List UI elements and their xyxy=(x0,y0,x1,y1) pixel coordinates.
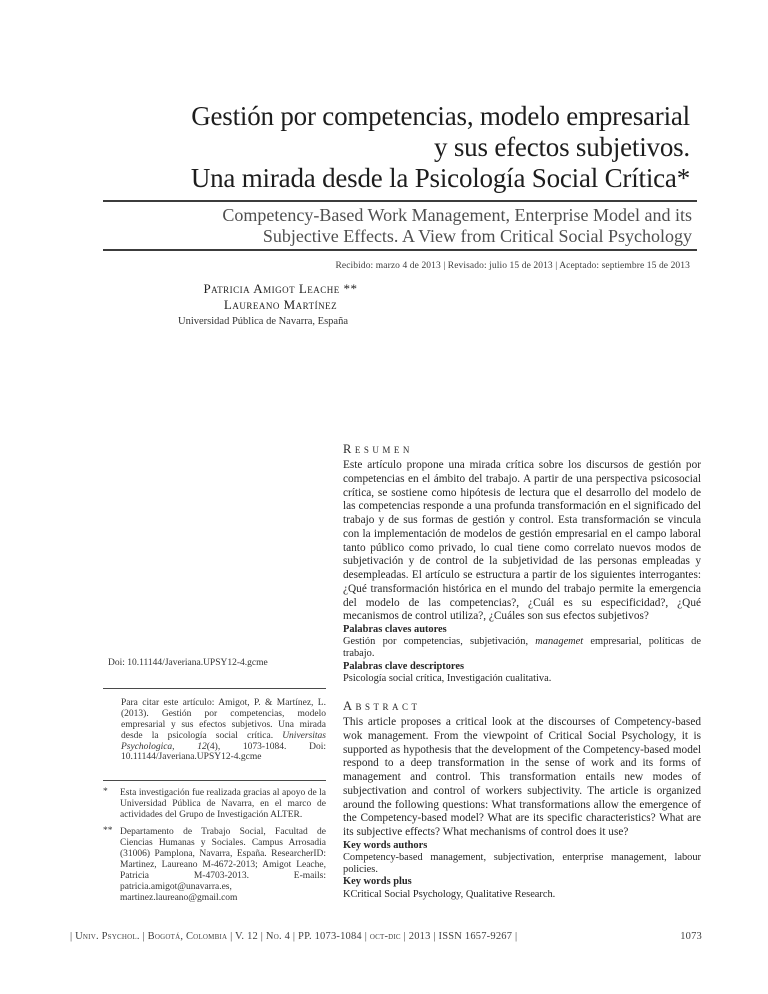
sidebar-divider-1 xyxy=(103,688,326,689)
footnote-marker-asterisk: * xyxy=(103,787,108,798)
authors-block xyxy=(178,281,383,327)
received-dates-line: Recibido: marzo 4 de 2013 | Revisado: julio 15 de 2013 | Aceptado: septiembre 15 de 2013 xyxy=(335,261,690,271)
sidebar-divider-2 xyxy=(103,780,326,781)
sidebar-notes xyxy=(103,658,326,903)
subtitle-line-1: Competency-Based Work Management, Enterprise Model and its xyxy=(222,205,692,225)
palabras-claves-autores-text: Gestión por competencias, subjetivación, managemet empresarial, políticas de trabajo. xyxy=(343,636,701,660)
journal-info-line: | Univ. Psychol. | Bogotá, Colombia | V. 12 | No. 4 | PP. 1073-1084 | oct-dic | 2013 | ISSN 1657-9267 | xyxy=(70,931,518,942)
footnote-contact xyxy=(103,826,326,903)
title-divider-top xyxy=(103,200,697,202)
abstracts-column xyxy=(343,442,701,901)
footnote-marker-double-asterisk: ** xyxy=(103,826,113,837)
resumen-heading: Resumen xyxy=(343,442,413,456)
article-title-line-1: Gestión por competencias, modelo empresarial xyxy=(191,101,690,131)
citation-note: Para citar este artículo: Amigot, P. & Martínez, L. (2013). Gestión por competencias, modelo empresarial y sus efectos subjetivos. Una mirada desde la psicología social crítica. Universitas Psychologica, 12(4), 1073-1084. Doi: 10.11144/Javeriana.UPSY12-4.gcme xyxy=(121,697,326,763)
title-divider-bottom xyxy=(103,249,697,251)
article-title-line-2: y sus efectos subjetivos. xyxy=(434,132,690,162)
footnote-funding-text: Esta investigación fue realizada gracias al apoyo de la Universidad Pública de Navarra, en el marco de actividades del Grupo de Investigación ALTER. xyxy=(120,788,326,821)
page-number: 1073 xyxy=(680,931,702,942)
abstract-body: This article proposes a critical look at the discourses of Competency-based wok management. From the viewpoint of Critical Social Psychology, it is supported as hypothesis that the development of the Competency-based model respond to a deep transformation in the sense of work and its forms of management and control. This transformation entails new modes of subjectivation and control of workers subjectivity. The article is organized around the following questions: What transformations allow the emergence of the Competency-based model? What are its specific characteristics? What are its subjective effects? What mechanisms of control does it use? xyxy=(343,716,701,839)
key-words-plus-text: KCritical Social Psychology, Qualitative Research. xyxy=(343,888,556,900)
article-subtitle-english xyxy=(70,205,692,247)
palabras-clave-descriptores-text: Psicología social crítica, Investigación cualitativa. xyxy=(343,672,552,684)
doi-line: Doi: 10.11144/Javeriana.UPSY12-4.gcme xyxy=(108,658,268,668)
author-name-1: Patricia Amigot Leache ** xyxy=(203,281,358,296)
page-footer xyxy=(70,931,702,942)
footnote-funding xyxy=(103,787,326,821)
key-words-authors-text: Competency-based management, subjectivation, enterprise management, labour policies. xyxy=(343,851,701,876)
key-words-authors-label: Key words authors xyxy=(343,839,428,851)
abstract-section xyxy=(343,699,701,901)
key-words-plus-label: Key words plus xyxy=(343,876,412,888)
article-title-line-3: Una mirada desde la Psicología Social Crítica* xyxy=(190,163,690,193)
article-title xyxy=(70,101,690,194)
footnote-contact-text: Departamento de Trabajo Social, Facultad de Ciencias Humanas y Sociales. Campus Arrosadia (31006) Pamplona, Navarra, España. ResearcherID: Martinez, Laureano M-4672-2013; Amigot Leache, Patricia M-4703-2013. E-mails: patricia.amigot@unavarra.es, martinez.laureano@gmail.com xyxy=(120,827,326,903)
resumen-section xyxy=(343,442,701,685)
author-affiliation: Universidad Pública de Navarra, España xyxy=(178,316,348,327)
palabras-claves-autores-label: Palabras claves autores xyxy=(343,624,447,635)
subtitle-line-2: Subjective Effects. A View from Critical Social Psychology xyxy=(262,226,692,246)
author-name-2: Laureano Martínez xyxy=(223,296,338,312)
palabras-clave-descriptores-label: Palabras clave descriptores xyxy=(343,660,465,672)
abstract-heading: Abstract xyxy=(343,699,421,714)
resumen-body: Este artículo propone una mirada crítica sobre los discursos de gestión por competencias en el ámbito del trabajo. A partir de una perspectiva psicosocial crítica, se sostiene como hipótesis de lectura que el desarrollo del modelo de las competencias responde a una profunda transformación en el significado del trabajo y de sus formas de gestión y control. Esta transformación se vincula con la implementación de modelos de gestión empresarial en el campo laboral tanto público como privado, lo cual tiene como correlato nuevos modos de subjetivación y de control de la subjetividad de las personas empleadas y desempleadas. El artículo se estructura a partir de los siguientes interrogantes: ¿Qué transformación histórica en el mundo del trabajo permite la emergencia del modelo de las competencias?, ¿Cuál es su especificidad?, ¿Qué mecanismos de control utiliza?, ¿Cuáles son sus efectos subjetivos? xyxy=(343,459,701,623)
